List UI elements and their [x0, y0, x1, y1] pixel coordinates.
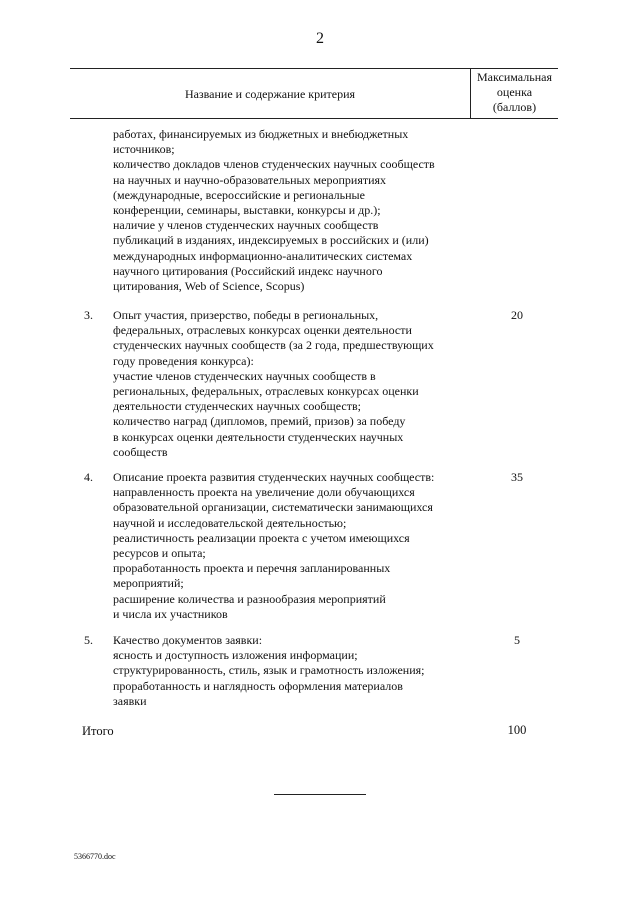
criterion-score: 20 [511, 308, 523, 322]
text-line: ресурсов и опыта; [113, 546, 206, 561]
criterion-text [113, 470, 473, 622]
text-line: научного цитирования (Российский индекс научного [113, 263, 383, 278]
total-value: 100 [507, 723, 527, 737]
text-line: федеральных, отраслевых конкурсах оценки деятельности [113, 323, 412, 338]
text-line: направленность проекта на увеличение доли обучающихся [113, 485, 415, 500]
text-line: расширение количества и разнообразия мероприятий [113, 591, 386, 606]
criterion-number: 5. [84, 633, 93, 647]
text-line: году проведения конкурса): [113, 353, 254, 368]
text-line: участие членов студенческих научных сообществ в [113, 368, 376, 383]
criterion-score: 5 [514, 633, 520, 647]
criterion-text [113, 127, 473, 294]
text-line: наличие у членов студенческих научных сообществ [113, 218, 379, 233]
text-line: Качество документов заявки: [113, 633, 263, 647]
column-header-score [471, 70, 558, 115]
text-line: проработанность проекта и перечня запланированных [113, 561, 391, 576]
text-line: (международные, всероссийские и региональные [113, 187, 365, 202]
text-line: международных информационно-аналитических системах [113, 248, 413, 263]
text-line: ясность и доступность изложения информации; [113, 648, 358, 663]
text-line: в конкурсах оценки деятельности студенческих научных [113, 429, 404, 444]
text-line: студенческих научных сообществ (за 2 года, предшествующих [113, 338, 434, 353]
text-line: источников; [113, 142, 175, 157]
text-line: Опыт участия, призерство, победы в региональных, [113, 308, 379, 322]
text-line: Описание проекта развития студенческих научных сообществ: [113, 470, 435, 484]
total-label: Итого [82, 724, 114, 738]
text-line: и числа их участников [113, 606, 228, 621]
criterion-number: 3. [84, 308, 93, 322]
text-line: региональных, федеральных, отраслевых конкурсах оценки [113, 384, 419, 399]
criterion-text [113, 308, 473, 460]
page-number: 2 [316, 30, 324, 47]
criterion-score: 35 [511, 470, 523, 484]
text-line: деятельности студенческих научных сообществ; [113, 399, 361, 414]
table-header-bottom-rule [70, 118, 558, 119]
table-header-top-rule [70, 68, 558, 69]
column-header-score-line: Максимальная [477, 70, 552, 84]
text-line: цитирования, Web of Science, Scopus) [113, 279, 305, 294]
text-line: количество наград (дипломов, премий, призов) за победу [113, 414, 406, 429]
criterion-text [113, 633, 473, 709]
text-line: образовательной организации, систематически занимающихся [113, 500, 433, 515]
text-line: количество докладов членов студенческих научных сообществ [113, 157, 435, 172]
text-line: на научных и научно-образовательных мероприятиях [113, 172, 387, 187]
text-line: заявки [113, 693, 147, 708]
column-header-score-line: оценка [496, 85, 533, 99]
text-line: научной и исследовательской деятельностью; [113, 515, 347, 530]
text-line: проработанность и наглядность оформления материалов [113, 678, 403, 693]
text-line: структурированность, стиль, язык и грамотность изложения; [113, 663, 425, 678]
text-line: публикаций в изданиях, индексируемых в российских и (или) [113, 233, 429, 248]
footer-file-name: 5366770.doc [74, 852, 116, 861]
text-line: реалистичность реализации проекта с учетом имеющихся [113, 530, 410, 545]
end-separator-line [274, 794, 366, 795]
text-line: работах, финансируемых из бюджетных и внебюджетных [113, 127, 409, 141]
text-line: мероприятий; [113, 576, 184, 591]
criterion-number: 4. [84, 470, 93, 484]
column-header-criteria: Название и содержание критерия [184, 87, 356, 101]
column-header-score-line: (баллов) [492, 100, 537, 114]
text-line: конференции, семинары, выставки, конкурсы и др.); [113, 203, 381, 218]
text-line: сообществ [113, 444, 168, 459]
